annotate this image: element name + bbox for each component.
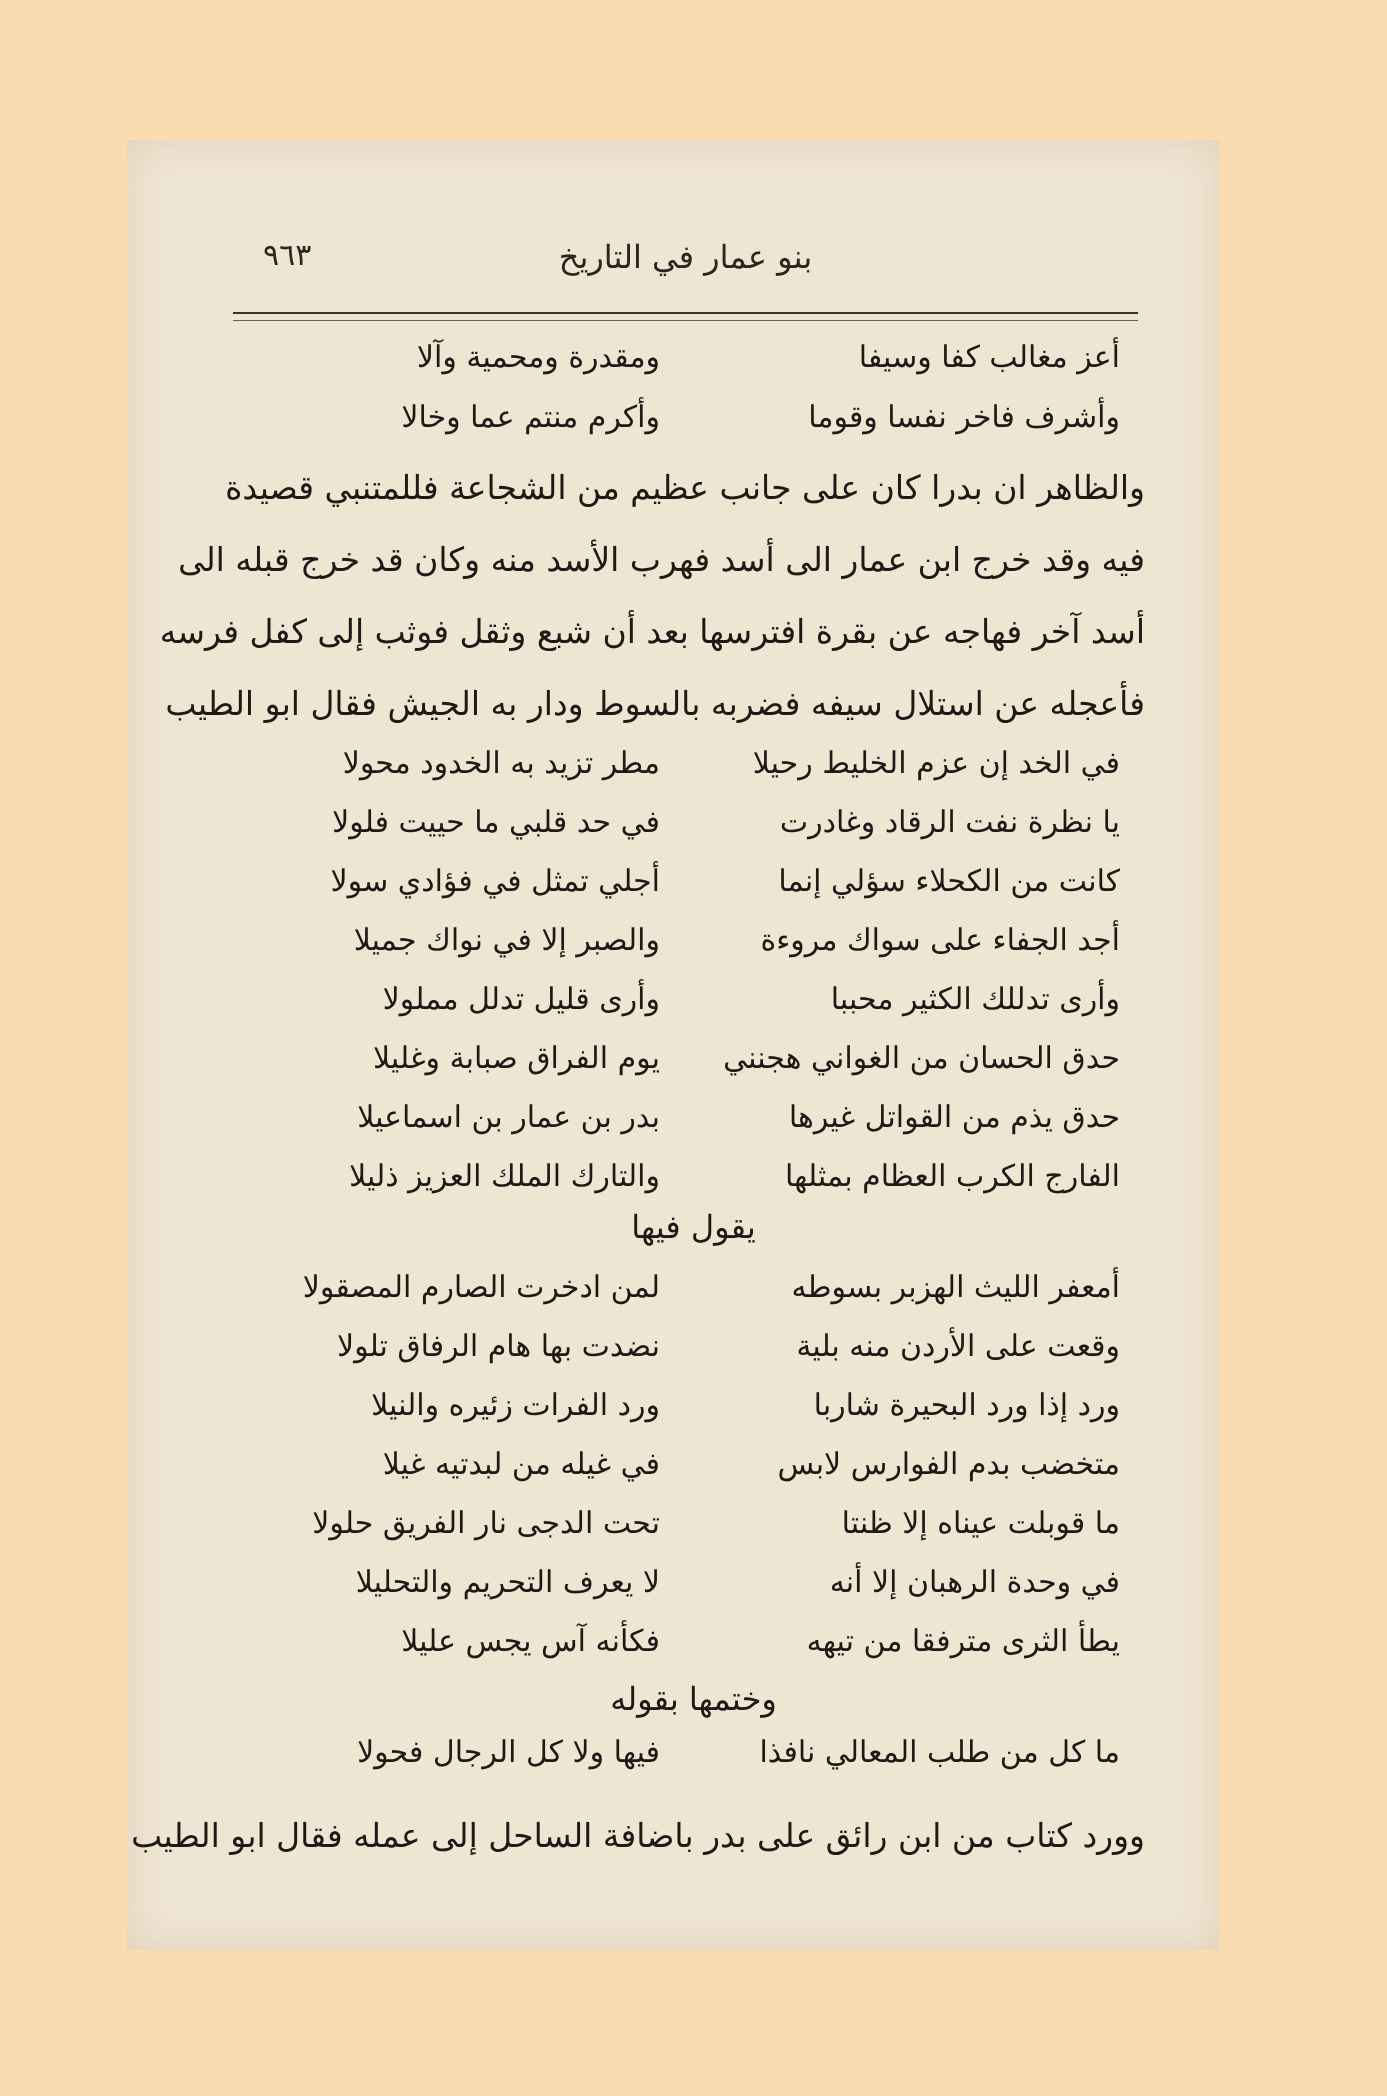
verse-line bbox=[270, 1447, 1120, 1497]
verse-second-hemistich: في غيله من لبدتيه غيلا bbox=[382, 1447, 660, 1482]
verse-second-hemistich: لمن ادخرت الصارم المصقولا bbox=[302, 1270, 660, 1305]
verse-second-hemistich: وأكرم منتم عما وخالا bbox=[401, 400, 660, 435]
verse-second-hemistich: في حد قلبي ما حييت فلولا bbox=[332, 805, 660, 840]
verse-first-hemistich: الفارج الكرب العظام بمثلها bbox=[784, 1159, 1120, 1194]
verse-line bbox=[270, 1565, 1120, 1615]
prose-paragraph bbox=[131, 1800, 1145, 1872]
verse-second-hemistich: تحت الدجى نار الفريق حلولا bbox=[312, 1506, 660, 1541]
verse-line bbox=[270, 340, 1120, 390]
verse-line bbox=[270, 1624, 1120, 1674]
verse-first-hemistich: في وحدة الرهبان إلا أنه bbox=[829, 1565, 1120, 1600]
prose-line: أسد آخر فهاجه عن بقرة افترسها بعد أن شبع وثقل فوثب إلى كفل فرسه bbox=[159, 612, 1145, 651]
verse-first-hemistich: أعز مغالب كفا وسيفا bbox=[858, 340, 1120, 375]
verse-second-hemistich: يوم الفراق صبابة وغليلا bbox=[372, 1041, 660, 1076]
page-header bbox=[233, 238, 1138, 298]
verse-line bbox=[270, 1735, 1120, 1785]
verse-second-hemistich: والصبر إلا في نواك جميلا bbox=[353, 923, 660, 958]
verse-second-hemistich: ومقدرة ومحمية وآلا bbox=[416, 340, 660, 375]
verse-first-hemistich: أمعفر الليث الهزبر بسوطه bbox=[791, 1270, 1120, 1305]
verse-second-hemistich: وأرى قليل تدلل مملولا bbox=[382, 982, 660, 1017]
verse-line bbox=[270, 1041, 1120, 1091]
header-rule bbox=[233, 312, 1138, 321]
verse-first-hemistich: كانت من الكحلاء سؤلي إنما bbox=[778, 864, 1120, 899]
verse-line bbox=[270, 400, 1120, 450]
verse-first-hemistich: ورد إذا ورد البحيرة شاربا bbox=[813, 1388, 1120, 1423]
verse-first-hemistich: يا نظرة نفت الرقاد وغادرت bbox=[779, 805, 1120, 840]
verse-line bbox=[270, 982, 1120, 1032]
verse-first-hemistich: حدق الحسان من الغواني هجنني bbox=[723, 1041, 1120, 1076]
verse-first-hemistich: أجد الجفاء على سواك مروءة bbox=[760, 923, 1120, 958]
prose-line: والظاهر ان بدرا كان على جانب عظيم من الشجاعة فللمتنبي قصيدة bbox=[225, 468, 1145, 507]
verse-first-hemistich: متخضب بدم الفوارس لابس bbox=[777, 1447, 1120, 1482]
prose-line: فيه وقد خرج ابن عمار الى أسد فهرب الأسد منه وكان قد خرج قبله الى bbox=[178, 540, 1145, 579]
prose-line: وورد كتاب من ابن رائق على بدر باضافة الساحل إلى عمله فقال ابو الطيب bbox=[131, 1816, 1145, 1855]
verse-first-hemistich: ما كل من طلب المعالي نافذا bbox=[759, 1735, 1120, 1770]
verse-line bbox=[270, 864, 1120, 914]
running-title: بنو عمار في التاريخ bbox=[558, 238, 813, 276]
prose-line: فأعجله عن استلال سيفه فضربه بالسوط ودار به الجيش فقال ابو الطيب bbox=[165, 684, 1145, 723]
verse-second-hemistich: أجلي تمثل في فؤادي سولا bbox=[330, 864, 660, 899]
section-subheading: وختمها بقوله bbox=[610, 1680, 777, 1718]
verse-second-hemistich: بدر بن عمار بن اسماعيلا bbox=[357, 1100, 660, 1135]
verse-line bbox=[270, 746, 1120, 796]
verse-second-hemistich: ورد الفرات زئيره والنيلا bbox=[371, 1388, 660, 1423]
verse-line bbox=[270, 1270, 1120, 1320]
verse-second-hemistich: فكأنه آس يجس عليلا bbox=[401, 1624, 660, 1659]
verse-first-hemistich: حدق يذم من القواتل غيرها bbox=[788, 1100, 1120, 1135]
verse-second-hemistich: فيها ولا كل الرجال فحولا bbox=[357, 1735, 660, 1770]
section-subheading: يقول فيها bbox=[631, 1208, 756, 1246]
verse-line bbox=[270, 1388, 1120, 1438]
verse-first-hemistich: ما قوبلت عيناه إلا ظنتا bbox=[841, 1506, 1120, 1541]
verse-line bbox=[270, 923, 1120, 973]
verse-line bbox=[270, 1159, 1120, 1209]
verse-first-hemistich: وقعت على الأردن منه بلية bbox=[796, 1329, 1120, 1364]
verse-line bbox=[270, 1506, 1120, 1556]
verse-first-hemistich: وأرى تدللك الكثير محببا bbox=[830, 982, 1120, 1017]
verse-second-hemistich: مطر تزيد به الخدود محولا bbox=[342, 746, 660, 781]
verse-line bbox=[270, 1329, 1120, 1379]
verse-first-hemistich: يطأ الثرى مترفقا من تيهه bbox=[806, 1624, 1120, 1659]
verse-second-hemistich: نضدت بها هام الرفاق تلولا bbox=[336, 1329, 660, 1364]
verse-first-hemistich: وأشرف فاخر نفسا وقوما bbox=[808, 400, 1120, 435]
verse-line bbox=[270, 805, 1120, 855]
verse-second-hemistich: لا يعرف التحريم والتحليلا bbox=[355, 1565, 660, 1600]
verse-first-hemistich: في الخد إن عزم الخليط رحيلا bbox=[752, 746, 1120, 781]
page-number: ٩٦٣ bbox=[263, 238, 312, 273]
verse-line bbox=[270, 1100, 1120, 1150]
prose-paragraph bbox=[159, 452, 1145, 740]
verse-second-hemistich: والتارك الملك العزيز ذليلا bbox=[349, 1159, 660, 1194]
